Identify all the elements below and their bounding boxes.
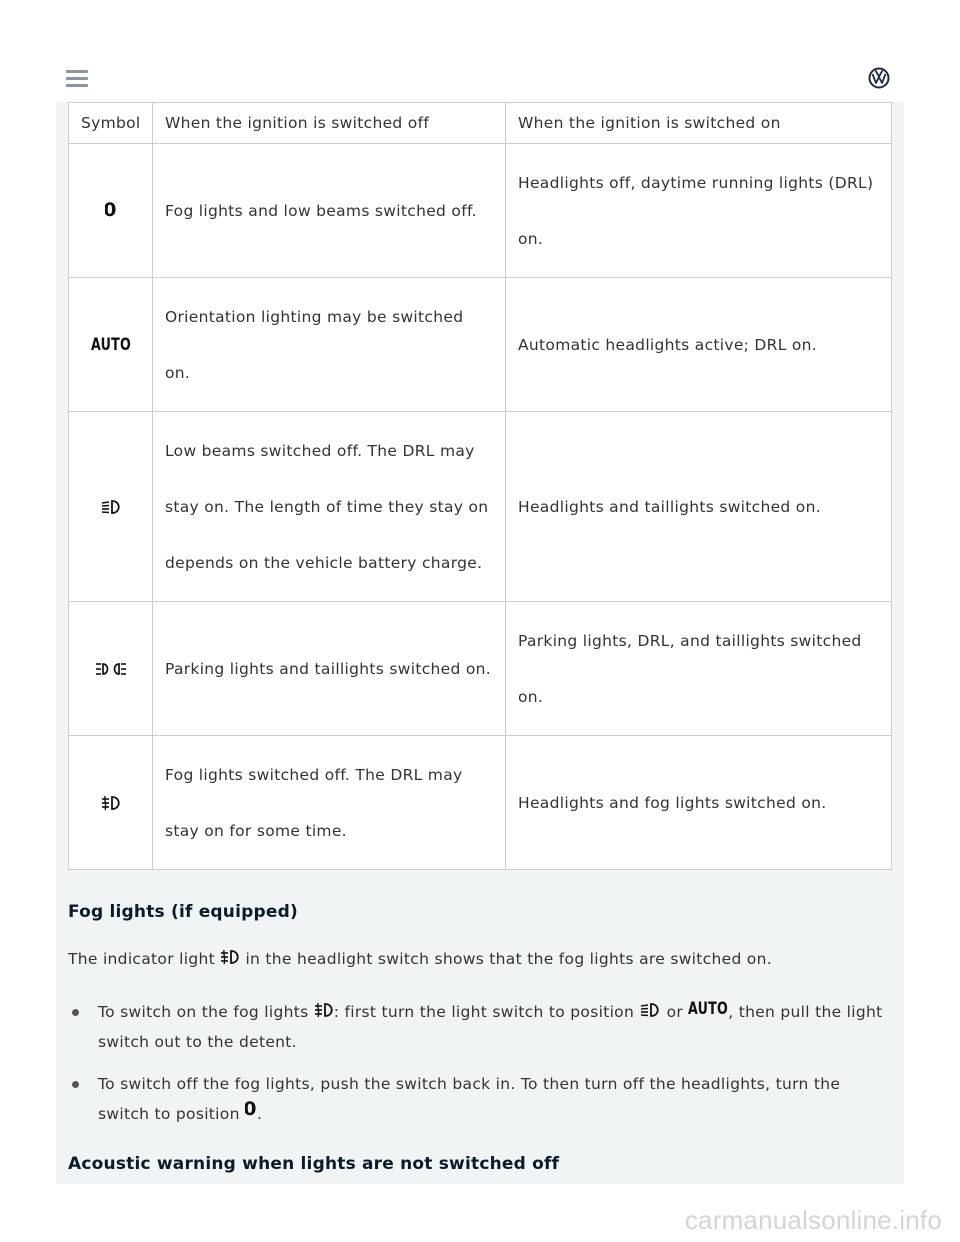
hamburger-menu-icon[interactable] — [66, 70, 88, 88]
ignition-on-cell: Parking lights, DRL, and taillights switched on. — [506, 602, 892, 736]
ignition-off-cell: Low beams switched off. The DRL may stay on. The length of time they stay on depends on the vehicle battery charge. — [153, 412, 506, 602]
ignition-on-cell: Headlights off, daytime running lights (DRL) on. — [506, 144, 892, 278]
symbol-cell — [69, 412, 153, 602]
light-switch-table — [68, 102, 892, 870]
zero-position-icon — [245, 1099, 257, 1121]
table-row — [69, 602, 892, 736]
fog-light-icon — [314, 1001, 334, 1019]
fog-lights-heading: Fog lights (if equipped) — [68, 902, 298, 922]
symbol-cell — [69, 278, 153, 412]
fog-light-icon — [220, 948, 240, 966]
ignition-on-cell: Automatic headlights active; DRL on. — [506, 278, 892, 412]
table-row — [69, 412, 892, 602]
symbol-cell — [69, 144, 153, 278]
content-area — [56, 102, 904, 1184]
table-row — [69, 278, 892, 412]
table-row — [69, 736, 892, 870]
fog-lights-steps — [68, 997, 888, 1129]
intro-text-before: The indicator light — [68, 950, 215, 968]
ignition-off-cell: Parking lights and taillights switched on. — [153, 602, 506, 736]
auto-position-icon — [688, 999, 728, 1019]
low-beam-icon — [99, 498, 123, 516]
column-header-ignition-off: When the ignition is switched off — [153, 103, 506, 144]
acoustic-warning-heading: Acoustic warning when lights are not switched off — [68, 1154, 560, 1174]
fog-lights-intro — [68, 948, 888, 968]
column-header-ignition-on: When the ignition is switched on — [506, 103, 892, 144]
column-header-symbol: Symbol — [69, 103, 153, 144]
list-item: To switch on the fog lights : first turn the light switch to position or , then pull the light switch out to the detent. — [68, 997, 888, 1057]
intro-text-after: in the headlight switch shows that the fog lights are switched on. — [245, 950, 772, 968]
symbol-cell — [69, 736, 153, 870]
table-row — [69, 144, 892, 278]
vw-logo-icon[interactable] — [868, 67, 890, 89]
ignition-on-cell: Headlights and fog lights switched on. — [506, 736, 892, 870]
ignition-off-cell: Orientation lighting may be switched on. — [153, 278, 506, 412]
list-item: To switch off the fog lights, push the switch back in. To then turn off the headlights, turn the switch to position . — [68, 1069, 888, 1129]
low-beam-icon — [639, 1001, 661, 1019]
zero-position-icon — [105, 200, 117, 222]
ignition-off-cell: Fog lights switched off. The DRL may stay on for some time. — [153, 736, 506, 870]
top-bar — [56, 56, 904, 102]
fog-light-icon — [100, 794, 122, 812]
ignition-on-cell: Headlights and taillights switched on. — [506, 412, 892, 602]
symbol-cell — [69, 602, 153, 736]
auto-position-icon — [91, 335, 131, 355]
parking-lights-icon — [94, 660, 128, 678]
table-header-row — [69, 103, 892, 144]
ignition-off-cell: Fog lights and low beams switched off. — [153, 144, 506, 278]
watermark: carmanualsonline.info — [684, 1205, 942, 1235]
